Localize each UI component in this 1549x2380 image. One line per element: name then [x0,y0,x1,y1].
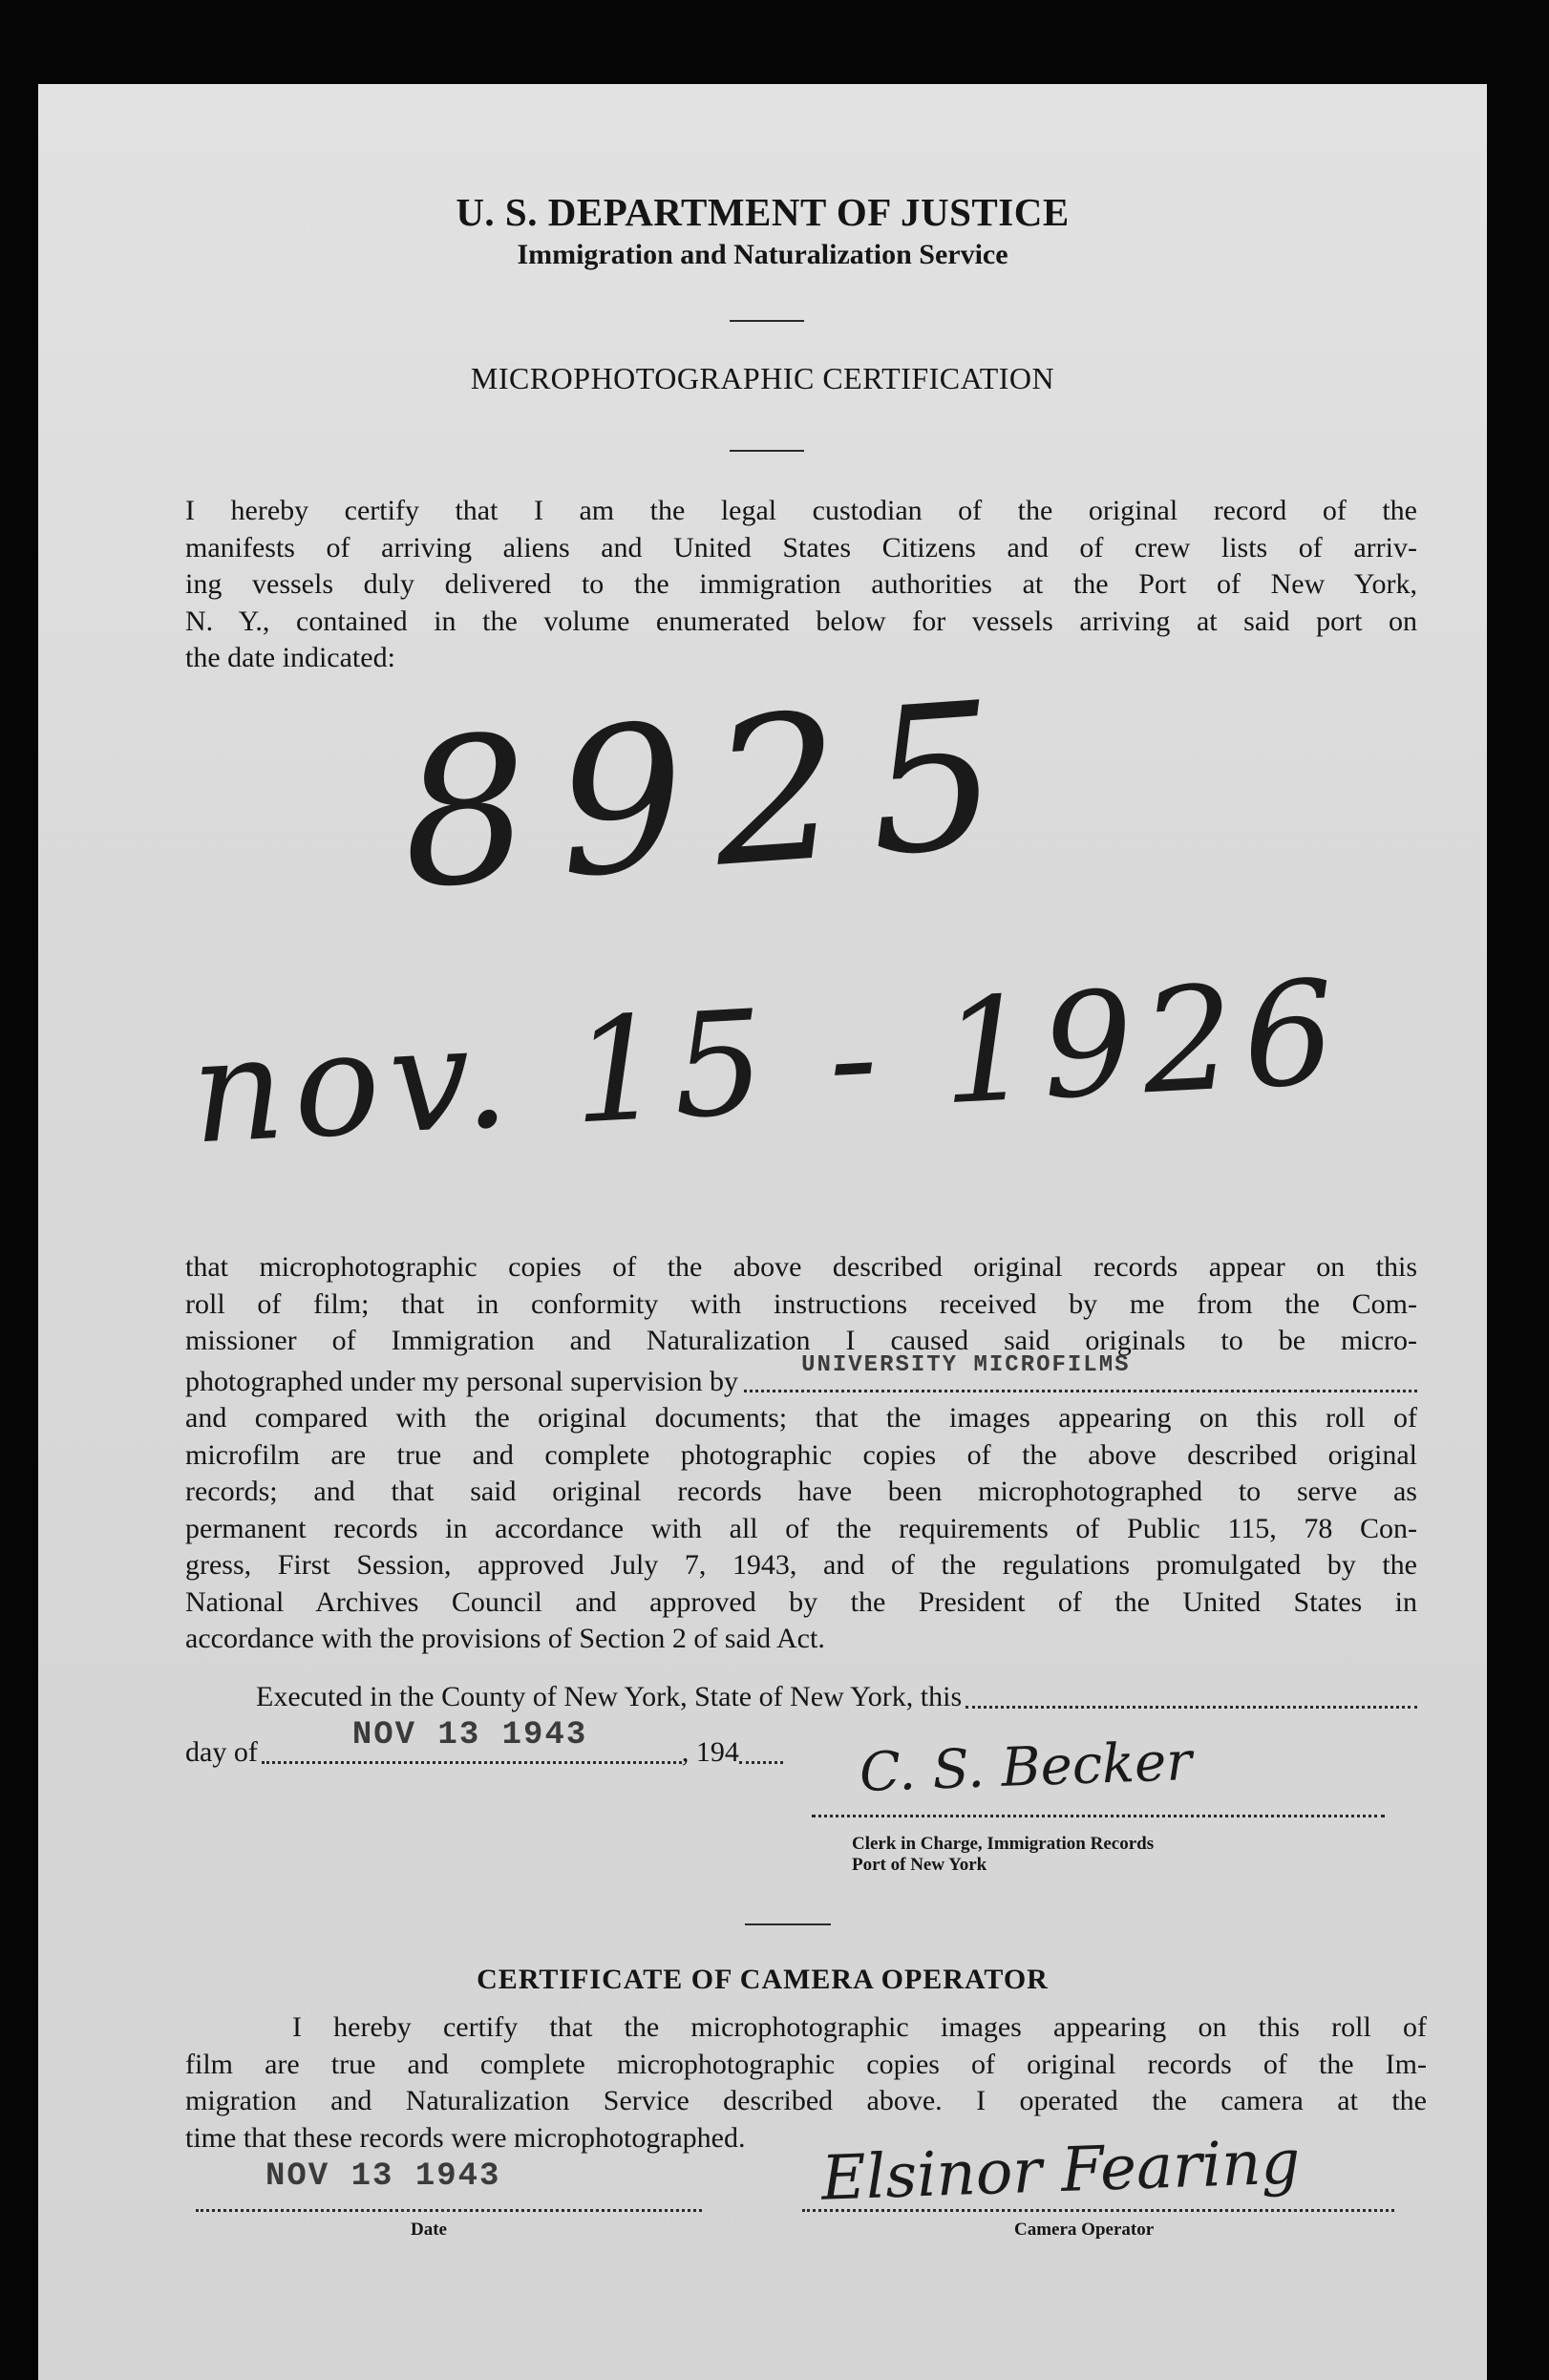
paragraph-line: and compared with the original documents; that the images appearing on this roll of [185,1402,1417,1434]
paragraph-line: roll of film; that in conformity with instructions received by me from the Com- [185,1287,1417,1320]
supervision-prefix: photographed under my personal supervision by [185,1365,739,1397]
day-of-line [185,1716,854,1772]
clerk-title: Clerk in Charge, Immigration Records [852,1834,1155,1854]
paragraph-line: film are true and complete microphotographic copies of original records of the Im- [185,2048,1427,2080]
service-subheading: Immigration and Naturalization Service [517,239,1008,270]
divider [730,320,804,322]
paragraph-line: I hereby certify that the microphotographic images appearing on this roll of [292,2011,1427,2043]
day-of-field [262,1716,682,1764]
divider [745,1923,831,1925]
day-of-label: day of [185,1736,258,1768]
supervision-field [744,1352,1417,1392]
certification-title: MICROPHOTOGRAPHIC CERTIFICATION [470,361,1055,395]
paragraph-line: migration and Naturalization Service described above. I operated the camera at the [185,2085,1427,2116]
divider [730,450,804,452]
executed-day-field [965,1696,1417,1709]
clerk-signature: C. S. Becker [858,1730,1193,1805]
camera-certificate-title: CERTIFICATE OF CAMERA OPERATOR [477,1964,1049,1995]
paragraph-line: National Archives Council and approved by the President of the United States in [185,1585,1417,1618]
day-of-stamp: NOV 13 1943 [351,1716,588,1753]
paragraph-line: the date indicated: [185,642,395,673]
paragraph-line: time that these records were microphotographed. [185,2121,746,2154]
paragraph-line: N. Y., contained in the volume enumerated below for vessels arriving at said port on [185,605,1417,637]
date-label: Date [411,2220,447,2240]
department-heading: U. S. DEPARTMENT OF JUSTICE [456,190,1070,234]
clerk-office: Port of New York [852,1855,987,1875]
body-paragraph [185,1249,1417,1658]
supervision-stamp: UNIVERSITY MICROFILMS [801,1352,1131,1378]
handwritten-volume-number: 8925 [393,656,1034,934]
date-line [196,2209,702,2212]
certificate-page [38,84,1487,2380]
paragraph-line: manifests of arriving aliens and United States Citizens and of crew lists of arriv- [185,531,1417,563]
year-field [739,1752,783,1764]
clerk-signature-line [812,1815,1385,1817]
operator-label: Camera Operator [1014,2220,1155,2240]
supervision-line [185,1352,1417,1401]
date-stamp: NOV 13 1943 [265,2158,501,2195]
paragraph-line: microfilm are true and complete photographic copies of the above described original [185,1438,1417,1471]
paragraph-line: records; and that said original records have been microphotographed to serve as [185,1476,1417,1507]
paragraph-line: I hereby certify that I am the legal custodian of the original record of the [185,495,1417,526]
paragraph-line: missioner of Immigration and Naturalization I caused said originals to be micro- [185,1325,1417,1356]
paragraph-line: gress, First Session, approved July 7, 1943, and of the regulations promulgated by the [185,1549,1417,1581]
paragraph-line: ing vessels duly delivered to the immigration authorities at the Port of New York, [185,568,1417,600]
executed-line [256,1679,1417,1716]
paragraph-line: permanent records in accordance with all of the requirements of Public 115, 78 Con- [185,1512,1417,1544]
paragraph-line: accordance with the provisions of Section 2 of said Act. [185,1623,825,1654]
operator-signature: Elsinor Fearing [819,2127,1302,2215]
year-prefix: , 194 [681,1736,739,1768]
intro-paragraph [185,493,1417,677]
paragraph-line: that microphotographic copies of the above described original records appear on this [185,1251,1417,1283]
operator-line [802,2209,1394,2212]
handwritten-date: nov. 15 - 1926 [187,949,1348,1177]
executed-text: Executed in the County of New York, State of New York, this [256,1681,963,1712]
